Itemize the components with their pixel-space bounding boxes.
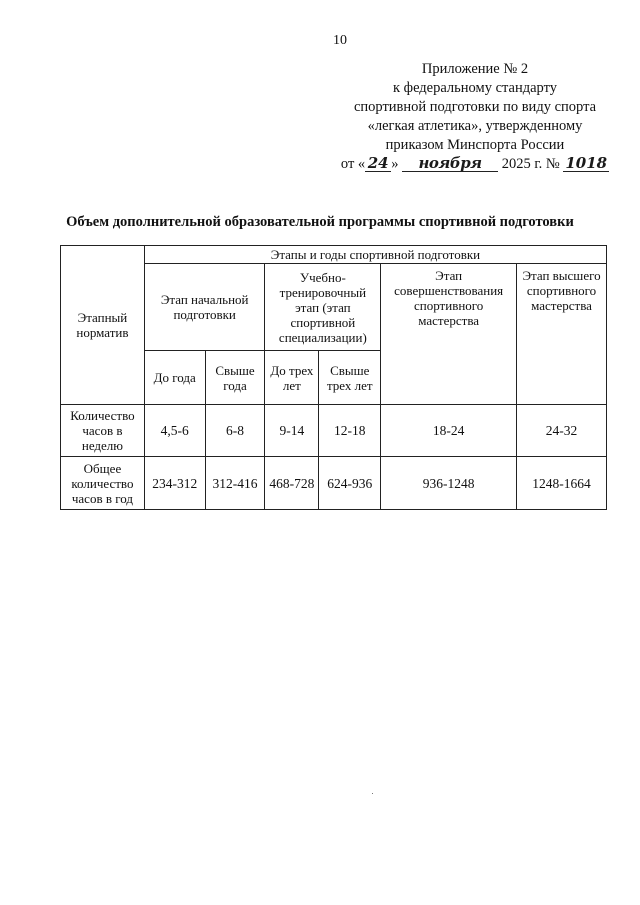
- table-row: [61, 405, 607, 457]
- table-header-row-1: [61, 246, 607, 264]
- table-cell: 4,5-6: [144, 405, 205, 457]
- table-cell: 1248-1664: [517, 457, 607, 510]
- handwritten-day: 24: [365, 155, 391, 172]
- header-stage-norm: Этапный норматив: [61, 246, 145, 405]
- document-title: Объем дополнительной образовательной программы спортивной подготовки: [66, 214, 574, 230]
- table-cell: 24-32: [517, 405, 607, 457]
- table-cell: 6-8: [205, 405, 265, 457]
- appendix-header: [330, 60, 620, 174]
- header-training-over-3: Свыше трех лет: [319, 351, 381, 405]
- header-initial-over-year: Свыше года: [205, 351, 265, 405]
- table-cell: 468-728: [265, 457, 319, 510]
- appendix-order: приказом Минспорта России: [385, 137, 565, 153]
- table-cell: 234-312: [144, 457, 205, 510]
- header-initial-stage: Этап начальной подготовки: [144, 264, 265, 351]
- header-training-up-to-3: До трех лет: [265, 351, 319, 405]
- training-volume-table: [60, 245, 607, 510]
- header-stages-years: Этапы и годы спортивной подготовки: [144, 246, 606, 264]
- appendix-date-line: [330, 155, 620, 174]
- header-training-stage: Учебно-тренировочный этап (этап спортивной специализации): [265, 264, 381, 351]
- table-cell: 312-416: [205, 457, 265, 510]
- date-year: 2025 г. №: [501, 156, 560, 172]
- scan-speck: [372, 793, 373, 794]
- row-label-hours-week: Количество часов в неделю: [61, 405, 145, 457]
- page-number: 10: [333, 33, 347, 48]
- table-cell: 18-24: [381, 405, 517, 457]
- date-prefix: от «: [340, 156, 366, 172]
- table-row: [61, 457, 607, 510]
- date-separator: »: [391, 156, 399, 172]
- row-label-hours-year: Общее количество часов в год: [61, 457, 145, 510]
- appendix-standard: к федеральному стандарту: [393, 80, 557, 96]
- table-cell: 936-1248: [381, 457, 517, 510]
- appendix-title: Приложение № 2: [421, 61, 529, 77]
- handwritten-month: ноября: [402, 155, 498, 172]
- appendix-sport: спортивной подготовки по виду спорта: [353, 99, 597, 115]
- header-highest-stage: Этап высшего спортивного мастерства: [517, 264, 607, 405]
- table-cell: 12-18: [319, 405, 381, 457]
- table-cell: 9-14: [265, 405, 319, 457]
- header-improvement-stage: Этап совершенствования спортивного мастерства: [381, 264, 517, 405]
- header-initial-up-to-year: До года: [144, 351, 205, 405]
- appendix-approved: «легкая атлетика», утвержденному: [367, 118, 583, 134]
- table-cell: 624-936: [319, 457, 381, 510]
- handwritten-order-number: 1018: [565, 154, 608, 172]
